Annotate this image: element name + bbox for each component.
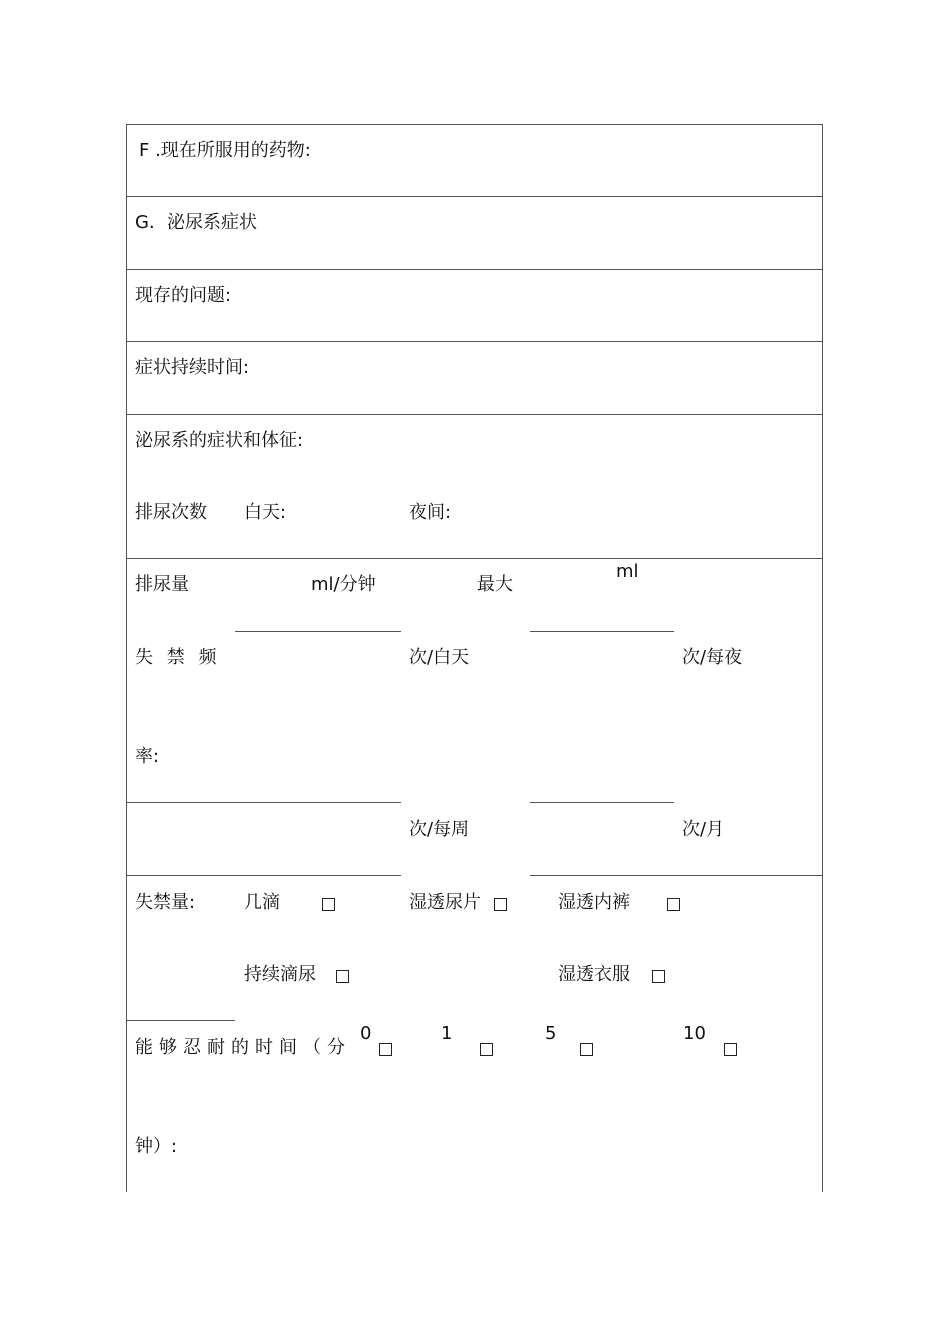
amount-option-checkbox[interactable] <box>667 898 680 911</box>
amount-option-label: 湿透衣服 <box>558 964 630 985</box>
amount-option-checkbox[interactable] <box>322 898 335 911</box>
freq-blank-line <box>530 802 674 803</box>
amount-option-label: 几滴 <box>244 892 280 913</box>
amount-option-checkbox[interactable] <box>336 970 349 983</box>
per-day-unit: 次/白天 <box>409 647 470 668</box>
volume-max-blank-line <box>530 631 674 632</box>
tolerance-option-label: 5 <box>545 1023 557 1044</box>
volume-max-label: 最大 <box>477 574 513 595</box>
row-divider-partial <box>126 1020 235 1021</box>
amount-option-label: 湿透尿片 <box>409 892 481 913</box>
section-g-label: G．泌尿系症状 <box>135 212 257 233</box>
table-right-border <box>822 124 823 1192</box>
per-month-unit: 次/月 <box>682 819 725 840</box>
volume-max-unit: ml <box>616 561 639 582</box>
per-week-unit: 次/每周 <box>409 819 470 840</box>
row-divider <box>126 558 823 559</box>
row-divider <box>126 414 823 415</box>
per-night-unit: 次/每夜 <box>682 647 743 668</box>
current-problem-label: 现存的问题: <box>135 285 232 306</box>
tolerance-label: 能够忍耐的时间（分 <box>135 1037 351 1058</box>
duration-label: 症状持续时间: <box>135 357 250 378</box>
incontinence-freq-label-cont: 率: <box>135 746 160 767</box>
tolerance-option-checkbox[interactable] <box>379 1043 392 1056</box>
table-top-border <box>126 124 823 125</box>
tolerance-option-label: 1 <box>441 1023 453 1044</box>
amount-option-label: 持续滴尿 <box>244 964 316 985</box>
frequency-label: 排尿次数 <box>135 502 207 523</box>
amount-option-checkbox[interactable] <box>652 970 665 983</box>
amount-option-checkbox[interactable] <box>494 898 507 911</box>
amount-option-label: 湿透内裤 <box>558 892 630 913</box>
frequency-night-label: 夜间: <box>409 502 452 523</box>
tolerance-option-checkbox[interactable] <box>724 1043 737 1056</box>
row-divider <box>126 196 823 197</box>
row-divider-partial <box>530 875 823 876</box>
volume-rate-unit: ml/分钟 <box>311 574 376 595</box>
tolerance-option-checkbox[interactable] <box>480 1043 493 1056</box>
tolerance-option-checkbox[interactable] <box>580 1043 593 1056</box>
incontinence-freq-label: 失 禁 频 <box>135 647 217 668</box>
tolerance-label-cont: 钟）: <box>135 1136 178 1157</box>
row-divider-partial <box>126 875 401 876</box>
section-f-label: F .现在所服用的药物: <box>139 140 311 161</box>
table-left-border <box>126 124 127 1192</box>
tolerance-option-label: 10 <box>683 1023 706 1044</box>
signs-label: 泌尿系的症状和体征: <box>135 430 304 451</box>
frequency-day-label: 白天: <box>244 502 287 523</box>
freq-blank-line <box>126 802 401 803</box>
row-divider <box>126 341 823 342</box>
volume-rate-blank-line <box>235 631 401 632</box>
volume-label: 排尿量 <box>135 574 189 595</box>
row-divider <box>126 269 823 270</box>
tolerance-option-label: 0 <box>360 1023 372 1044</box>
incontinence-amount-label: 失禁量: <box>135 892 196 913</box>
